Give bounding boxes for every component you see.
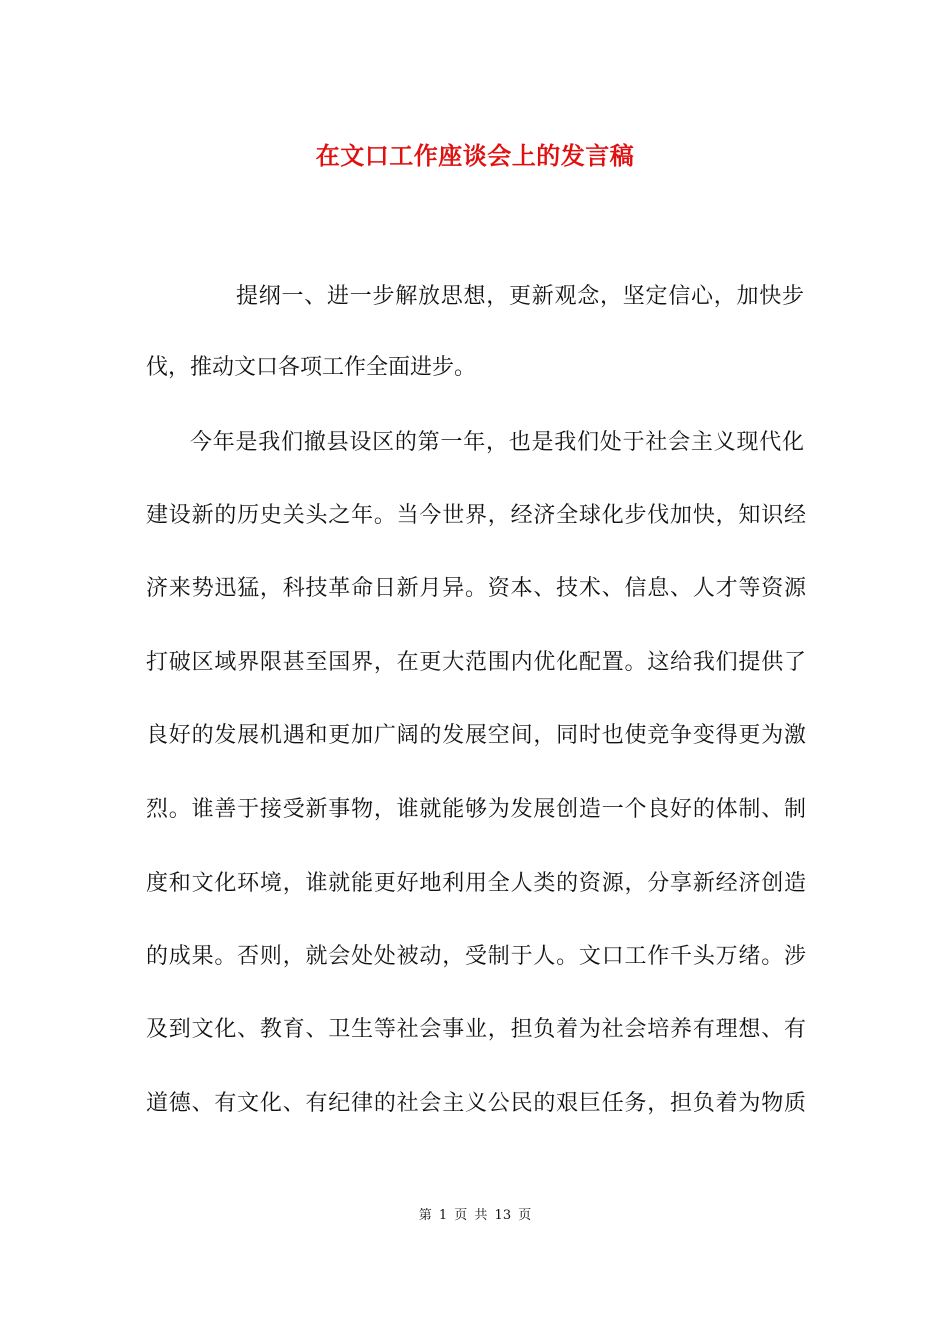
paragraph-1-line-1: 提纲一、进一步解放思想，更新观念，坚定信心，加快步	[236, 284, 804, 309]
paragraph-2-line-10: 道德、有文化、有纪律的社会主义公民的艰巨任务，担负着为物质	[146, 1091, 806, 1116]
paragraph-2-line-5: 良好的发展机遇和更加广阔的发展空间，同时也使竞争变得更为激	[146, 723, 806, 748]
document-title: 在文口工作座谈会上的发言稿	[315, 141, 635, 170]
paragraph-2-line-8: 的成果。否则，就会处处被动，受制于人。文口工作千头万绪。涉	[146, 944, 806, 969]
paragraph-2-line-4: 打破区域界限甚至国界，在更大范围内优化配置。这给我们提供了	[146, 650, 806, 675]
paragraph-2-line-7: 度和文化环境，谁就能更好地利用全人类的资源，分享新经济创造	[146, 871, 806, 896]
page-number-footer: 第 1 页 共 13 页	[418, 1208, 532, 1223]
paragraph-1-line-2: 伐，推动文口各项工作全面进步。	[146, 355, 477, 380]
paragraph-2-line-2: 建设新的历史关头之年。当今世界，经济全球化步伐加快，知识经	[146, 503, 806, 528]
paragraph-2-line-3: 济来势迅猛，科技革命日新月异。资本、技术、信息、人才等资源	[146, 576, 806, 601]
paragraph-2-line-6: 烈。谁善于接受新事物，谁就能够为发展创造一个良好的体制、制	[146, 797, 806, 822]
paragraph-2-line-9: 及到文化、教育、卫生等社会事业，担负着为社会培养有理想、有	[146, 1017, 806, 1042]
paragraph-2-line-1: 今年是我们撤县设区的第一年，也是我们处于社会主义现代化	[190, 430, 804, 455]
